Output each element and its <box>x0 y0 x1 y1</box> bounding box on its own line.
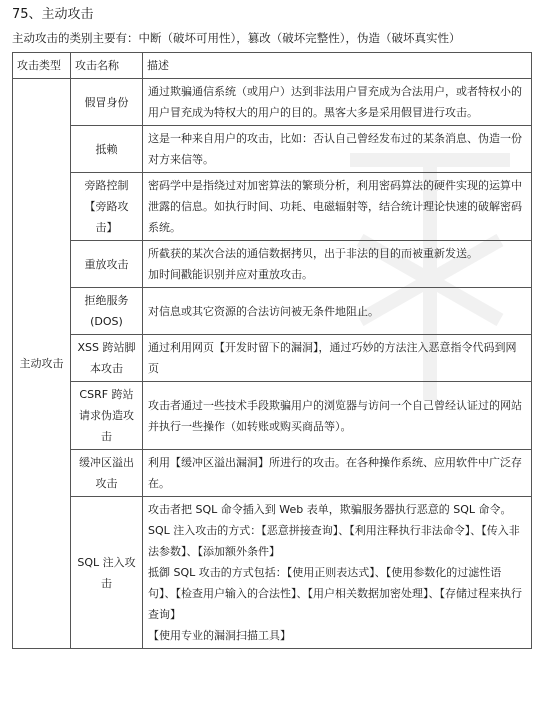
description-cell <box>143 382 532 450</box>
description-line: 【使用专业的漏洞扫描工具】 <box>148 629 291 642</box>
table-row <box>13 382 532 450</box>
attack-name-cell: 重放攻击 <box>71 241 143 288</box>
header-description: 描述 <box>143 53 532 79</box>
description-line: 抵御 SQL 攻击的方式包括：【使用正则表达式】、【使用参数化的过滤性语句】、【检查用户输入的合法性】、【用户相关数据加密处理】、【存储过程来执行查询】 <box>148 566 522 621</box>
description-cell <box>143 497 532 649</box>
attack-name-cell: CSRF 跨站请求伪造攻击 <box>71 382 143 450</box>
description-cell <box>143 288 532 335</box>
description-line: 这是一种来自用户的攻击，比如：否认自己曾经发布过的某条消息、伪造一份对方来信等。 <box>148 132 522 166</box>
table-row <box>13 241 532 288</box>
table-row <box>13 450 532 497</box>
section-heading: 75、主动攻击 <box>12 7 94 22</box>
description-cell <box>143 450 532 497</box>
attack-name-cell: 缓冲区溢出攻击 <box>71 450 143 497</box>
description-line: 攻击者把 SQL 命令插入到 Web 表单，欺骗服务器执行恶意的 SQL 命令。 <box>148 503 512 516</box>
description-line: 密码学中是指绕过对加密算法的繁琐分析，利用密码算法的硬件实现的运算中泄露的信息。如执行时间、功耗、电磁辐射等，结合统计理论快速的破解密码系统。 <box>148 179 522 234</box>
table-header-row <box>13 53 532 79</box>
description-cell <box>143 335 532 382</box>
header-attack-name: 攻击名称 <box>71 53 143 79</box>
table-row <box>13 126 532 173</box>
attack-category-cell: 主动攻击 <box>13 79 71 649</box>
description-cell <box>143 241 532 288</box>
table-row <box>13 173 532 241</box>
description-line: 通过欺骗通信系统（或用户）达到非法用户冒充成为合法用户，或者特权小的用户冒充成为特权大的用户的目的。黑客大多是采用假冒进行攻击。 <box>148 85 522 119</box>
description-cell <box>143 126 532 173</box>
attack-name-cell: 拒绝服务(DOS) <box>71 288 143 335</box>
header-attack-type: 攻击类型 <box>13 53 71 79</box>
description-line: 所截获的某次合法的通信数据拷贝，出于非法的目的而被重新发送。 <box>148 247 478 260</box>
description-cell <box>143 173 532 241</box>
description-line: 加时间戳能识别并应对重放攻击。 <box>148 268 313 281</box>
attack-name-cell: 抵赖 <box>71 126 143 173</box>
table-row <box>13 288 532 335</box>
attack-name-cell: SQL 注入攻击 <box>71 497 143 649</box>
attack-table <box>12 52 532 649</box>
table-row <box>13 497 532 649</box>
table-row <box>13 335 532 382</box>
attack-name-cell: 假冒身份 <box>71 79 143 126</box>
attack-name-cell: XSS 跨站脚本攻击 <box>71 335 143 382</box>
description-line: 通过利用网页【开发时留下的漏洞】，通过巧妙的方法注入恶意指令代码到网页 <box>148 341 517 375</box>
description-line: SQL 注入攻击的方式：【恶意拼接查询】、【利用注释执行非法命令】、【传入非法参数】、【添加额外条件】 <box>148 524 520 558</box>
description-line: 利用【缓冲区溢出漏洞】所进行的攻击。在各种操作系统、应用软件中广泛存在。 <box>148 456 522 490</box>
description-line: 对信息或其它资源的合法访问被无条件地阻止。 <box>148 304 379 318</box>
description-line: 攻击者通过一些技术手段欺骗用户的浏览器与访问一个自己曾经认证过的网站并执行一些操作（如转账或购买商品等）。 <box>148 398 522 433</box>
table-row <box>13 79 532 126</box>
attack-name-cell: 旁路控制【旁路攻击】 <box>71 173 143 241</box>
intro-text: 主动攻击的类别主要有：中断（破坏可用性），篡改（破坏完整性），伪造（破坏真实性） <box>12 31 461 45</box>
description-cell <box>143 79 532 126</box>
